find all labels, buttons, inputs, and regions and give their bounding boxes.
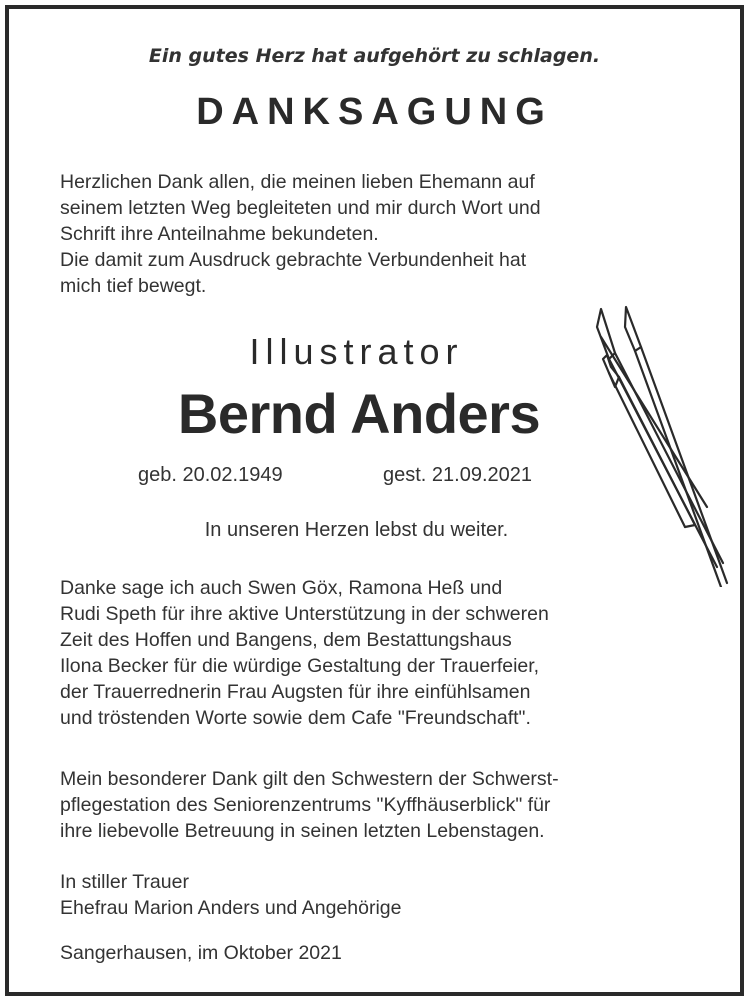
- deceased-role: Illustrator: [249, 331, 464, 372]
- intro-paragraph: [60, 169, 541, 299]
- thanks-line: Rudi Speth für ihre aktive Unterstützung in der schweren: [60, 603, 549, 625]
- special-thanks-line: pflegestation des Seniorenzentrums "Kyffhäuserblick" für: [60, 794, 551, 816]
- intro-line: Schrift ihre Anteilnahme bekundeten.: [60, 223, 379, 245]
- place-date: Sangerhausen, im Oktober 2021: [60, 942, 342, 964]
- intro-line: Herzlichen Dank allen, die meinen lieben Ehemann auf: [60, 171, 535, 193]
- special-thanks-line: ihre liebevolle Betreuung in seinen letzten Lebenstagen.: [60, 820, 545, 842]
- thanks-paragraph: [60, 575, 549, 731]
- special-thanks-line: Mein besonderer Dank gilt den Schwestern der Schwerst-: [60, 768, 559, 790]
- death-date: gest. 21.09.2021: [383, 464, 533, 486]
- motto: Ein gutes Herz hat aufgehört zu schlagen.: [148, 45, 601, 67]
- tagline: In unseren Herzen lebst du weiter.: [204, 519, 509, 541]
- birth-date: geb. 20.02.1949: [138, 464, 283, 486]
- thanks-line: Zeit des Hoffen und Bangens, dem Bestattungshaus: [60, 629, 512, 651]
- intro-line: mich tief bewegt.: [60, 275, 207, 297]
- special-thanks-paragraph: [60, 766, 559, 844]
- thanks-line: der Trauerrednerin Frau Augsten für ihre einfühlsamen: [60, 681, 531, 703]
- intro-line: Die damit zum Ausdruck gebrachte Verbundenheit hat: [60, 249, 527, 271]
- closing-line: In stiller Trauer: [60, 871, 189, 893]
- intro-line: seinem letzten Weg begleiteten und mir durch Wort und: [60, 197, 541, 219]
- thanks-line: Ilona Becker für die würdige Gestaltung der Trauerfeier,: [60, 655, 540, 677]
- deceased-name: Bernd Anders: [177, 382, 541, 445]
- obituary-notice: [5, 5, 744, 996]
- signatories: Ehefrau Marion Anders und Angehörige: [60, 897, 402, 919]
- thanks-line: und tröstenden Worte sowie dem Cafe "Freundschaft".: [60, 707, 531, 729]
- heading: DANKSAGUNG: [196, 91, 553, 133]
- thanks-line: Danke sage ich auch Swen Göx, Ramona Heß und: [60, 577, 503, 599]
